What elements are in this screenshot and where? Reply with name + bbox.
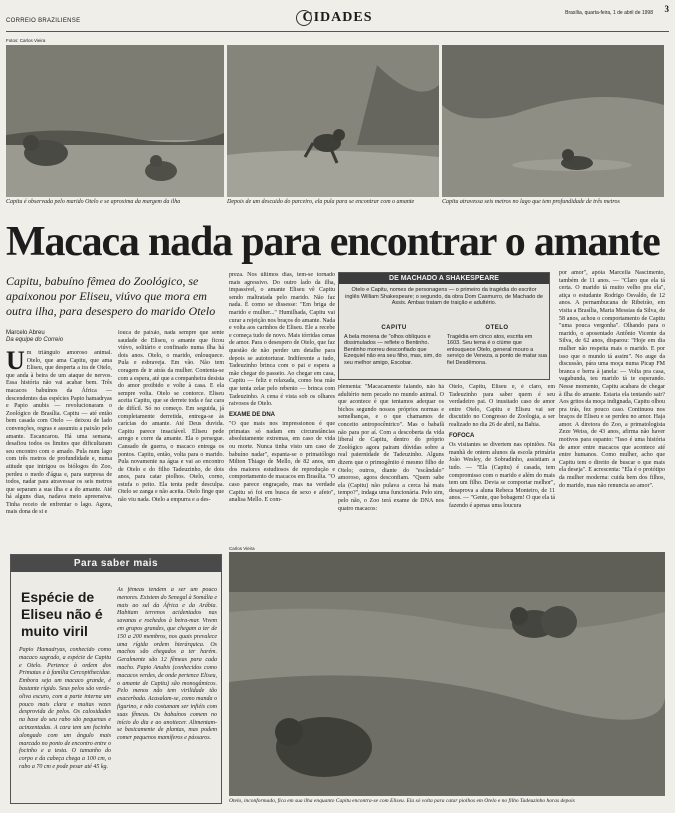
newspaper-name: CORREIO BRAZILIENSE xyxy=(6,18,81,24)
deck: Capitu, babuíno fêmea do Zoológico, se apaixonou por Eliseu, viúvo que mora em outra ilha, para desespero do marido Otelo xyxy=(6,274,216,318)
headline: Macaca nada para encontrar o amante xyxy=(6,219,660,265)
subhead-dna: EXAME DE DNA xyxy=(229,411,276,418)
article-col-4: plementa: "Macacamente falando, não há adultério nem pecado no mundo animal. O que acontece é que tentamos adequar os bichos segundo nossos próprios normas e semelhanças, e o que chamamos de conceito antropocêntrico". Mas o babafã não para por aí. Com a descoberta da vida liberal de Capitu, dentro do próprio Zoológico agora pairam dúvidas sobre a real paternidade de Tadeuzinho. Alguns dizem que o primogênito é mesmo filho de Otelo; outros, diante do "escândalo" amoroso, agora desconfiam. "Quem sabe ela (Capitu) não pulava a cerca há mais tempo?", indaga uma funcionária. Pelo sim, pelo não, o Zoo terá exame de DNA nos quatro macacos: xyxy=(338,384,444,512)
box-capitu-title: CAPITU xyxy=(381,325,407,331)
photo-credit-bottom: Carlos Vieira xyxy=(229,546,255,551)
photo-otelo-island xyxy=(229,552,665,796)
article-col-5 xyxy=(449,384,555,545)
photo-capitu-crosses xyxy=(442,45,664,197)
caption-photo-1: Capitu é observada pelo marido Otelo e se aproxima da margem da ilha xyxy=(6,199,181,205)
baboon-photo-4 xyxy=(229,552,665,796)
caption-photo-4: Otelo, inconformado, fica em sua ilha enquanto Capitu encontra-se com Eliseu. Ela só volta para catar piolhos em Otelo e no filho Tadeuzinho horas depois xyxy=(229,798,575,804)
issue-date: Brasília, quarta-feira, 1 de abril de 1998 xyxy=(565,10,653,16)
sidebar-text-right: As fêmeas tendem a ser um pouco menores. Existem do Senegal à Somália e mais ao sul da África e da Arábia. Habitam terrenos acidentados nas savanas e rochedos à beira-mar. Vivem em grupos grandes, que chegam a ter de 150 a 200 membros, nos quais prevalece uma rígida ordem hierárquica. Os machos são chegados a ter harém. Geralmente são 12 fêmeas para cada macho. Papio Anubis (conhecidos como macacos verdes, de onde pertence Eliseu, o amante de Capitu) são monogâmicos. Pelo menos não tem virilidade tão exacerbada. Acasalam-se, como manda o figurino, e não costumam ser infiéis com suas fêmeas. Os babuínos comem no início do dia e ao anoitecer. Alimentam-se basicamente de plantas, mas podem comer pequenos mamíferos e pássaros. xyxy=(117,587,217,742)
caption-photo-3: Capitu atravessa seis metros no lago que tem profundidade de três metros xyxy=(442,199,620,205)
sidebar-text-left: Papio Hamadryas, conhecido como macaco sagrado, a espécie de Capitu e Otelo. Pertence à ordem dos Primatas e à família Cercopithecidae. Embora seja um macaco grande, é bastante rígido. Seus pelos são verde-oliva escuro, com a parte interna um pouco mais clara e muitas vezes desprovida de pelos. Os calosidades na base do seu rabo são pequenas e acinzentadas. A cara tem um focinho alongado com um ângulo mais marcado no ponto de encontro entre o focinho e a testa. O tamanho do corpo e da cabeça chega a 100 cm, o rabo a 70 cm e pode pesar até 45 kg. xyxy=(19,647,111,770)
baboon-photo-2 xyxy=(227,45,439,197)
photo-capitu-observed xyxy=(6,45,224,197)
box-intro: Otelo e Capitu, nomes de personagens — o primeiro da tragédia do escritor inglês William Shakespeare; o segundo, da obra Dom Casmurro, de Machado de Assis. Ambas tratam de traição e adultério. xyxy=(345,287,543,306)
box-otelo-text: Tragédia em cinco atos, escrita em 1603. Seu tema é o ciúme que enlouquece Otelo, general mouro a serviço de Veneza, a ponto de matar sua fiel Desdêmona. xyxy=(447,333,547,366)
sidebar-para-saber-mais xyxy=(10,554,222,804)
page-number: 3 xyxy=(664,4,669,14)
byline xyxy=(6,330,112,344)
box-capitu-text: A bela morena de "olhos oblíquos e dissimulados — reflete o Bentinho. Bentinho morreu desconfiado que Ezequiel não era seu filho, mas, sim, do seu melhor amigo, Escobar. xyxy=(344,333,442,366)
box-otelo xyxy=(447,325,547,366)
article-col-1-text: m triângulo amoroso animal. Otelo, que ama Capitu, que ama Eliseu, que desperta a ira de Otelo, que anda à beira de um ataque de nervos. Essa história não vai acabar bem. Três macacos babuínos da África — descendentes das espécies Papio hamadryas e Papio anubis — revolucionaram o Zoológico de Brasília. Capitu — até então bem casada com Otelo — deixou de lado convenções, regras e assumiu a paixão pelo amante. Escancarou. Há uma semana, desafiou todos os limites que dificultaram seu encontro com o amado. Pula num lago com três metros de profundidade e, numa atitude que intrigou os biólogos do Zoo, perdeu o medo d'água e, para surpresa de todos, nadar para atravessar os seis metros que separam a sua ilha e a do amante. Até há alguns dias, nadava meio apreensiva. Tinha receio de enfrentar o lago. Agora, mais dona de si e xyxy=(6,350,112,516)
sidebar-header: Para saber mais xyxy=(11,555,221,572)
drop-cap: U xyxy=(6,350,25,375)
article-col-3-p2: "O que mais nos impressionou é que primatas só nadam em circunstâncias absolutamente extremas, em caso de vida ou morte. Nunca tinha visto um caso de babuíno nadar", espanta-se o primatólogo Milton Thiago de Mello, de 82 anos, um dos maiores estudiosos de reprodução e comportamento de macacos em Brasília. "O caso parece engraçado, mas na verdade Capitu só foi em busca de sexo e afeto", analisa Mello. E com- xyxy=(229,421,335,504)
baboon-photo-1 xyxy=(6,45,224,197)
article-col-3 xyxy=(229,272,335,545)
article-col-6: por amor", apóia Marcella Nascimento, também de 11 anos. — "Claro que ela tá certa. O marido tá muito velho pra ela", atiça o estudante Rodrigo Osvaldo, de 12 anos. A pernambucana de Ribeirão, em visita a Brasília, Maria Messias da Silva, de 58 anos, achou o comportamento de Capitu "uma pouca vergonha". Olhando para o marido, o aposentado Antônio Vicente da Silva, de 62 anos, disparou: "Hoje em dia mulher não respeita mais o marido. E por isso que o mundo tá assim". No auge da discussão, pára uma moça numa Picap FM branca e berra à janela: — Volta pra casa, vagabunda, teu marido tá te esperando. Nesse momento, Capitu acabara de chegar à ilha do amante. Estaria ela tentando sair? Aos gritos da moça indignada, Capitu olhou pra trás, fez pouco caso. Continuou nos braços de Eliseu e se perdeu no amor. Haja amor. A diretora do Zoo, a primatologista Zeze Weiss, de 43 anos, afirma não haver motivos para espanto: "Isso é uma história de amor entre macacos que acontece até entre humanos. Como mulher, acho que Capitu tem o direito de buscar o que mais ela deseja". E acrescenta: "Ela é o protótipo da mulher moderna: cuida bem dos filhos, do marido, mas não renuncia ao amor". xyxy=(559,270,665,489)
section-title: CIDADES xyxy=(6,10,669,26)
article-col-2: louca de paixão, nada sempre que sente saudade de Eliseu, o amante que ficou viúvo, solitário e confinado numa ilha há dois anos. Otelo, o marido, enlouquece. Pula e esbraveja. Em vão. Não tem coragem de ir atrás da mulher. Contenta-se com a espera, até que a companheira desista do amor proibido e volte à casa. E ela sempre volta. Otelo se contorce. Eliseu aceita Capitu, que se derrete toda e faz cara de difícil. Só no começo. Em seguida, já completamente derretida, entrega-se às carícias do amante. Até Deus duvida. Capitu parece insaciável. Eliseu pede arrego e corre da amante. Ela o persegue. Cansado de guerra, o macaco entrega os pontos. Capitu, então, volta para o marido. Pula novamente na água e vai ao encontro de Otelo e do filho Tadeuzinho, de dois anos, para catar piolhos. Otelo, corno, estufa o peito. Ela tenta pedir desculpa. Otelo se zanga e não aceita. Otelo finge que não viu nada. Otelo a empurra e a des- xyxy=(118,330,224,504)
baboon-photo-3 xyxy=(442,45,664,197)
article-col-3-p1: preza. Nos últimos dias, tem-se tornado mais agressivo. Do outro lado da ilha, impassível, o amante Eliseu vê Capitu sendo maltratada pelo marido. Não faz nada. É como se dissesse: "Em briga de marido e mulher..." Humilhada, Capitu vai curar a rejeição nos braços do amante. Nada e volta aos carinhos de Eliseu. Ele a recebe e começa tudo de novo. Mais tórridas cenas de amor. Para o desespero de Otelo, que faz questão de não perder um detalhe para depois se autotorturar. Indiferente a tudo, Tadeuzinho brinca com o pai e espera a mãe chegar do passeio. Ao chegar em casa, Capitu — feliz e relaxada, como boa mãe que tenta zelar pelo rebento — brinca com Tadeuzinho. A cena é vista sob os olhares raivosos de Otelo. xyxy=(229,272,335,408)
article-col-5-p1: Otelo, Capitu, Eliseu e, é claro, em Tadeuzinho para saber quem é seu verdadeiro pai. O inusitado caso de amor entre Otelo, Capitu e Eliseu vai ser discutido no Congresso de Zoologia, a ser realizado no dia 26 de abril, na Bahia. xyxy=(449,384,555,428)
box-title: DE MACHADO A SHAKESPEARE xyxy=(339,273,549,284)
caption-photo-2: Depois de um descuido do parceiro, ela pula para se encontrar com o amante xyxy=(227,199,415,205)
box-otelo-title: OTELO xyxy=(485,325,509,331)
article-col-5-p2: Os visitantes se divertem nas opiniões. Na manhã de ontem alunos da escola primária João Wesley, de Sobradinho, assistiam a tudo. — "Ela (Capitu) é casada, tem compromisso com o marido e além do mais tem um filho. Devia se comportar melhor", desaprova a aluna Rebeca Monteiro, de 11 anos. — "Gente, que bobagem! O que ela tá fazendo é apenas uma loucura xyxy=(449,442,555,509)
masthead xyxy=(6,4,669,32)
byline-team: Da equipe do Correio xyxy=(6,337,64,343)
box-machado-shakespeare xyxy=(338,272,550,380)
sidebar-title: Espécie de Eliseu não é muito viril xyxy=(21,589,103,639)
photo-capitu-jumps xyxy=(227,45,439,197)
article-col-1 xyxy=(6,350,112,545)
photo-credit: Fotos: Carlos Vieira xyxy=(6,38,46,43)
subhead-fofoca: FOFOCA xyxy=(449,432,475,439)
box-capitu xyxy=(344,325,444,366)
byline-name: Marcelo Abreu xyxy=(6,330,45,336)
